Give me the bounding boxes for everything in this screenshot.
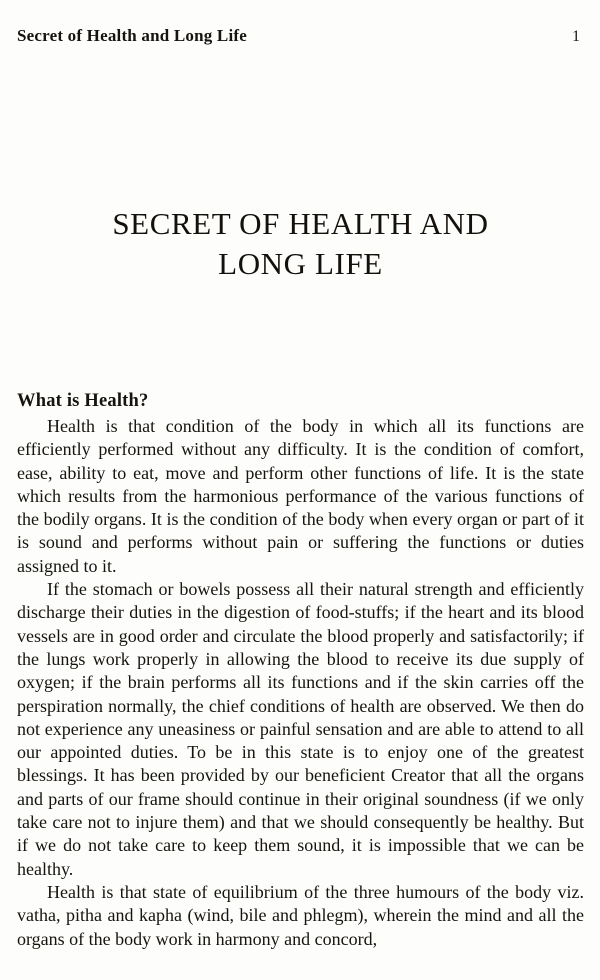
body-text: [17, 415, 584, 951]
page-number: 1: [572, 28, 580, 45]
section-heading: What is Health?: [17, 391, 149, 411]
paragraph-what-is-health-1: Health is that condition of the body in which all its functions are efficiently performed without any difficulty. It is the condition of comfort, ease, ability to eat, move and perform other functions of life. It is the state which results from the harmonious performance of the various functions of the bodily organs. It is the condition of the body when every organ or part of it is sound and performs without pain or suffering the functions or duties assigned to it.: [17, 416, 584, 576]
paragraph-what-is-health-3: Health is that state of equilibrium of the three humours of the body viz. vatha, pitha and kapha (wind, bile and phlegm), wherein the mind and all the organs of the body work in harmony and concord,: [17, 881, 584, 949]
running-header: [17, 26, 584, 46]
paragraph-what-is-health-2: If the stomach or bowels possess all their natural strength and efficiently discharge their duties in the digestion of food-stuffs; if the heart and its blood vessels are in good order and circulate the blood properly and satisfactorily; if the lungs work properly in allowing the blood to receive its due supply of oxygen; if the brain performs all its functions and if the skin carries off the perspiration normally, the chief conditions of health are observed. We then do not experience any uneasiness or painful sensation and are able to attend to all our appointed duties. To be in this state is to enjoy one of the greatest blessings. It has been provided by our beneficient Creator that all the organs and parts of our frame should continue in their original soundness (if we only take care not to injure them) and that we should consequently be healthy. But if we do not take care to keep them sound, it is impossible that we can be healthy.: [17, 579, 584, 879]
running-header-title: Secret of Health and Long Life: [17, 26, 247, 45]
chapter-title-line-2: LONG LIFE: [218, 246, 383, 281]
chapter-title: [17, 204, 584, 284]
chapter-title-line-1: SECRET OF HEALTH AND: [112, 206, 489, 241]
